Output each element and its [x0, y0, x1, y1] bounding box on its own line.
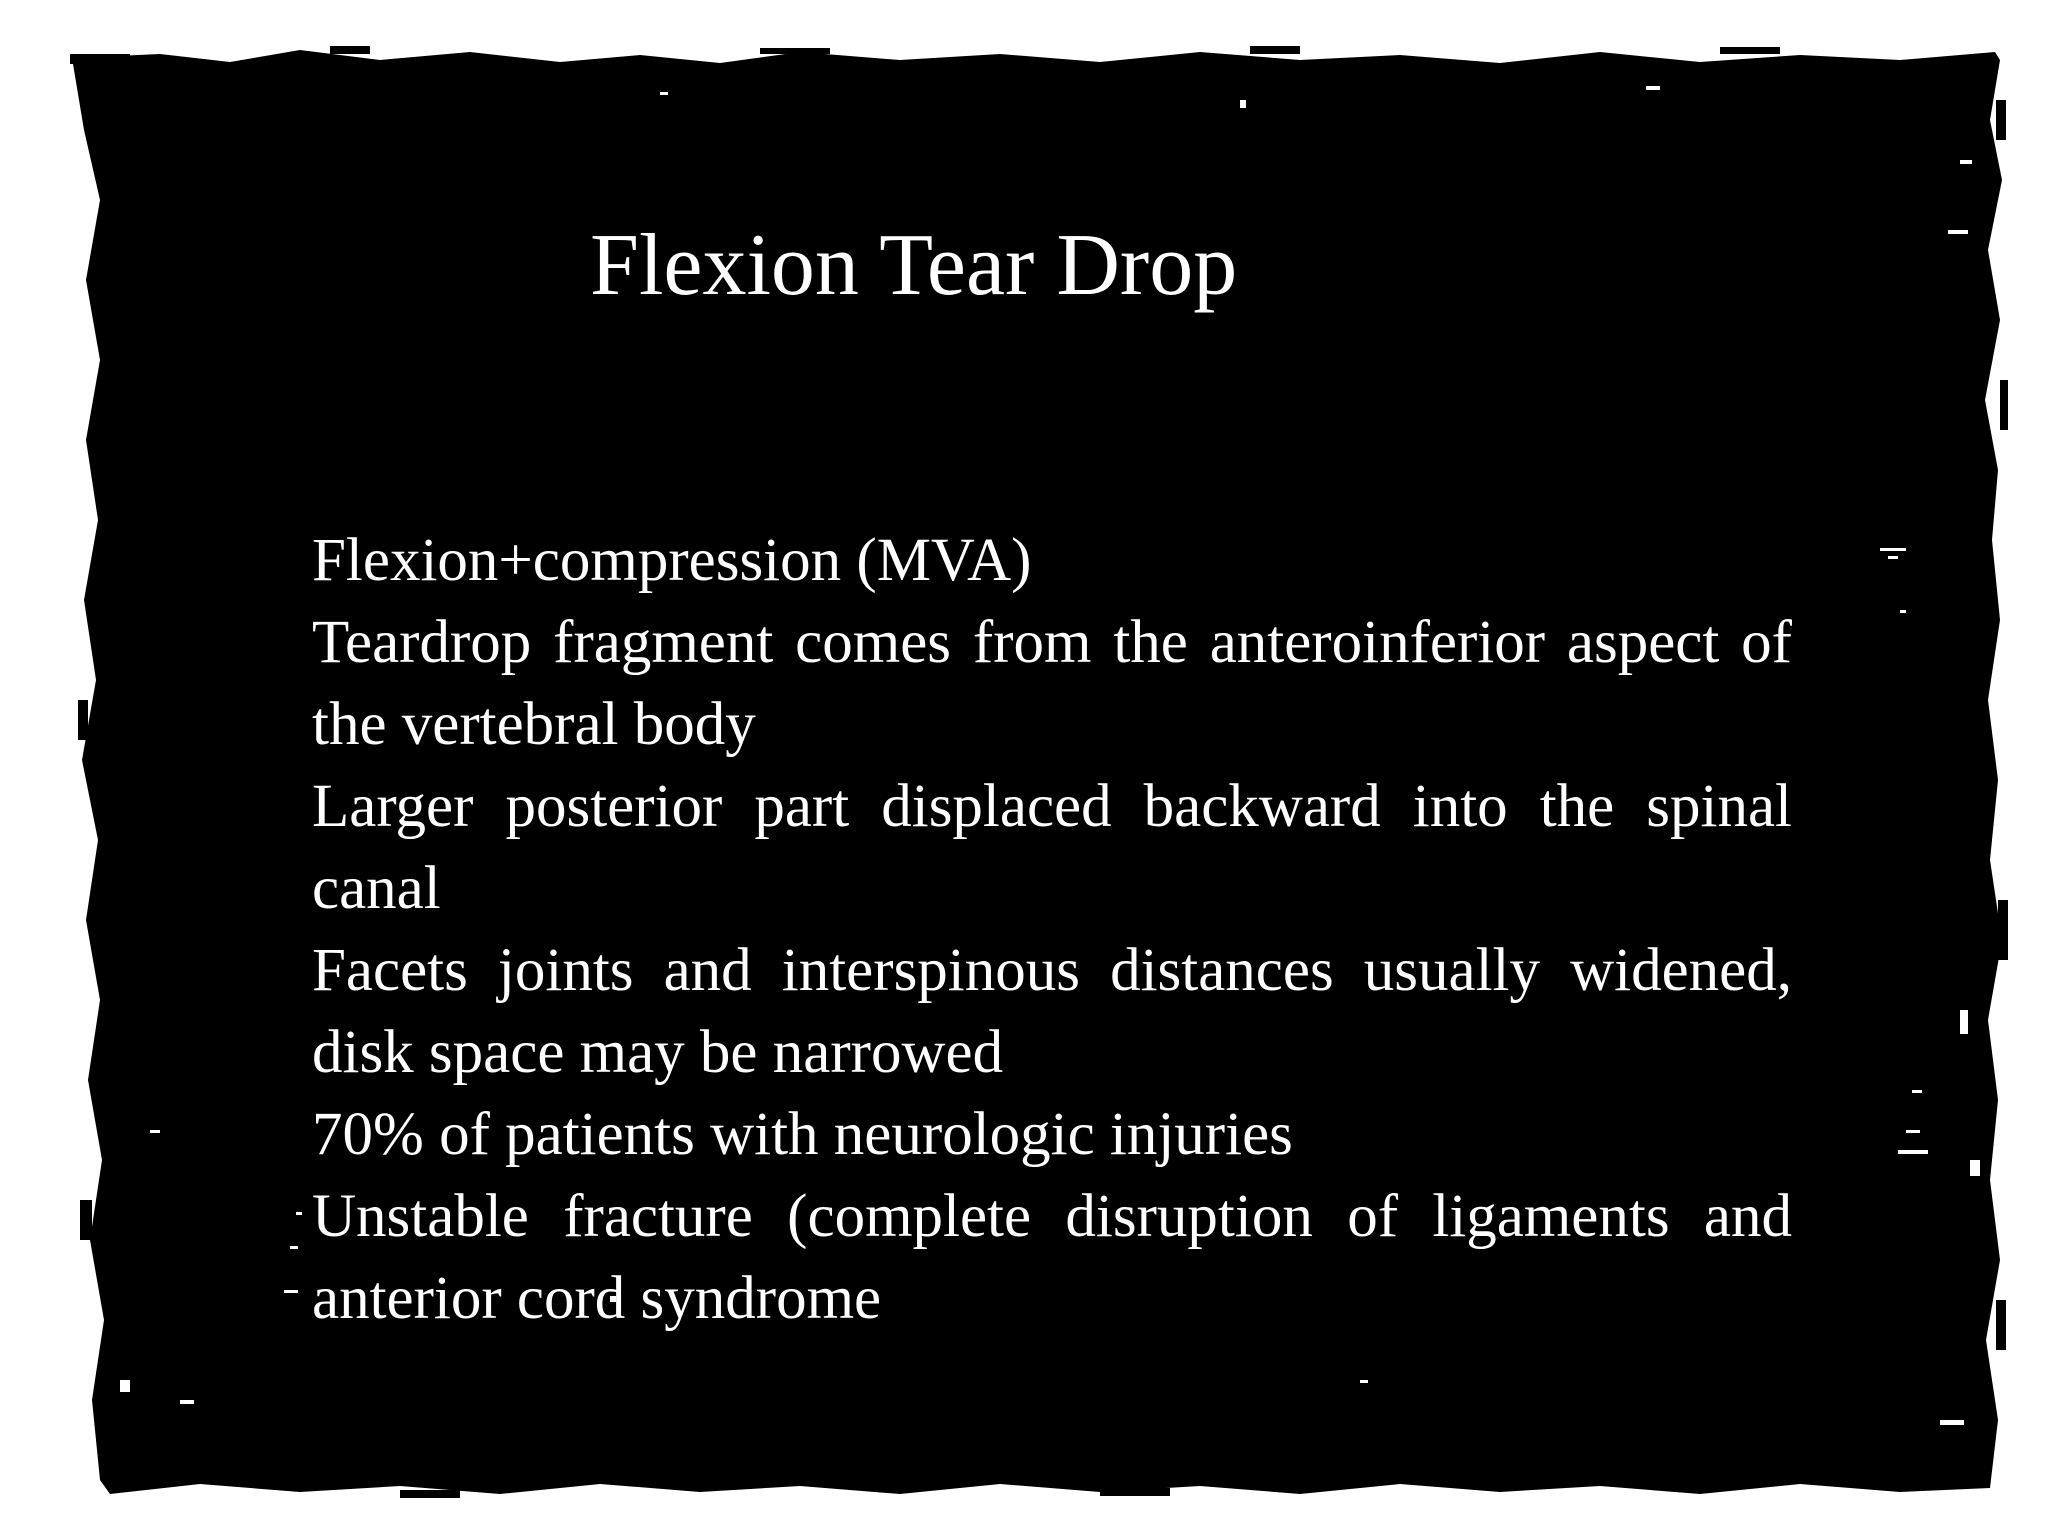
- bullet-list: [312, 520, 1792, 1340]
- bullet-item: Unstable fracture (complete disruption of ligaments and anterior cord syndrome: [312, 1183, 1792, 1332]
- slide-title: Flexion Tear Drop: [590, 217, 1238, 314]
- bullet-item: Facets joints and interspinous distances usually widened, disk space may be narrowed: [312, 937, 1792, 1086]
- bullet-item: Larger posterior part displaced backward into the spinal canal: [312, 773, 1792, 922]
- bullet-item: Teardrop fragment comes from the anteroinferior aspect of the vertebral body: [312, 609, 1792, 758]
- bullet-item: Flexion+compression (MVA): [312, 527, 1032, 594]
- bullet-item: 70% of patients with neurologic injuries: [312, 1101, 1293, 1168]
